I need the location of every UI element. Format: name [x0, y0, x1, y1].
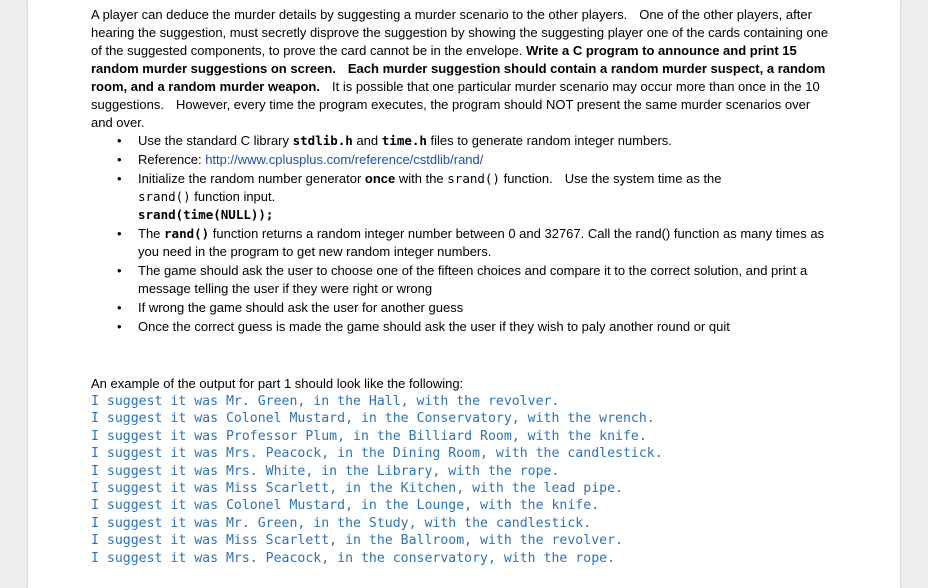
document-page — [28, 0, 900, 588]
list-item — [91, 132, 831, 150]
intro-sentence-4: However, every time the program executes, the program should NOT present the same murder scenarios over and over. — [91, 97, 811, 130]
output-line: I suggest it was Miss Scarlett, in the Ballroom, with the revolver. — [91, 533, 623, 549]
intro-paragraph — [91, 6, 831, 132]
list-item — [91, 225, 831, 261]
bullet-text: Use the standard C library — [138, 133, 293, 148]
output-line: I suggest it was Mrs. Peacock, in the conservatory, with the rope. — [91, 550, 616, 566]
example-intro: An example of the output for part 1 should look like the following: — [91, 376, 464, 391]
reference-link[interactable]: http://www.cplusplus.com/reference/cstdlib/rand/ — [205, 152, 484, 167]
output-line: I suggest it was Miss Scarlett, in the Kitchen, with the lead pipe. — [91, 481, 623, 497]
bullet-icon: • — [117, 319, 122, 334]
list-item — [91, 299, 831, 317]
list-item — [91, 318, 831, 336]
bullet-text: Initialize the random number generator — [138, 171, 365, 186]
output-line: I suggest it was Colonel Mustard, in the Lounge, with the knife. — [91, 498, 600, 514]
intro-sentence-3: It is possible that one particular murder scenario may occur more than once in the 10 suggestions. — [91, 79, 820, 112]
bullet-icon: • — [117, 152, 122, 167]
task-statement: Write a C program to announce and print 15 random murder suggestions on screen. — [91, 43, 797, 76]
intro-sentence-2: One of the other players, after hearing the suggestion, must secretly disprove the suggestion by showing the suggesting player one of the cards containing one of the suggested components, to prove the card cannot be in the envelope. — [91, 7, 829, 58]
output-line: I suggest it was Mr. Green, in the Hall, with the revolver. — [91, 394, 560, 409]
bullet-icon: • — [117, 300, 122, 315]
bullet-text: Reference: — [138, 152, 206, 167]
code-srand: srand() — [138, 189, 191, 204]
task-requirement: Each murder suggestion should contain a random murder suspect, a random room, and a random murder weapon. — [91, 61, 826, 94]
bullet-text: files to generate random integer numbers. — [426, 133, 672, 148]
bullet-text: function input. — [190, 189, 276, 204]
requirements-list — [91, 132, 831, 336]
output-line: I suggest it was Professor Plum, in the Billiard Room, with the knife. — [91, 428, 647, 444]
bullet-text: with the — [395, 171, 448, 186]
bullet-text: function. — [499, 171, 553, 186]
bullet-text: function returns a random integer number between 0 and 32767. Call the rand() function as many times as you need in the program to get new random integer numbers. — [138, 226, 825, 259]
intro-sentence-1: A player can deduce the murder details by suggesting a murder scenario to the other players. — [91, 7, 628, 22]
output-line: I suggest it was Mrs. White, in the Library, with the rope. — [91, 463, 560, 479]
bullet-text: If wrong the game should ask the user for another guess — [138, 300, 464, 315]
bullet-text: The — [138, 226, 165, 241]
bullet-icon: • — [117, 171, 122, 186]
output-line: I suggest it was Colonel Mustard, in the Conservatory, with the wrench. — [91, 411, 655, 427]
bullet-text: Use the system time as the — [564, 171, 722, 186]
bullet-text: Once the correct guess is made the game should ask the user if they wish to paly another round or quit — [138, 319, 730, 334]
document-content — [91, 6, 831, 567]
bullet-text: and — [352, 133, 382, 148]
bullet-text: The game should ask the user to choose one of the fifteen choices and compare it to the correct solution, and print a message telling the user if they were right or wrong — [138, 263, 808, 296]
output-line: I suggest it was Mrs. Peacock, in the Dining Room, with the candlestick. — [91, 446, 663, 462]
list-item — [91, 262, 831, 298]
bullet-icon: • — [117, 263, 122, 278]
code-rand: rand() — [164, 226, 210, 241]
list-item — [91, 151, 831, 169]
code-stdlib: stdlib.h — [292, 133, 353, 148]
bullet-icon: • — [117, 133, 122, 148]
list-item — [91, 170, 831, 224]
code-srand: srand() — [447, 171, 500, 186]
bullet-emphasis: once — [364, 171, 396, 186]
example-output — [91, 393, 831, 567]
code-srand-time: srand(time(NULL)); — [138, 207, 274, 222]
bullet-icon: • — [117, 226, 122, 241]
code-time: time.h — [381, 133, 427, 148]
output-line: I suggest it was Mr. Green, in the Study, with the candlestick. — [91, 515, 592, 531]
